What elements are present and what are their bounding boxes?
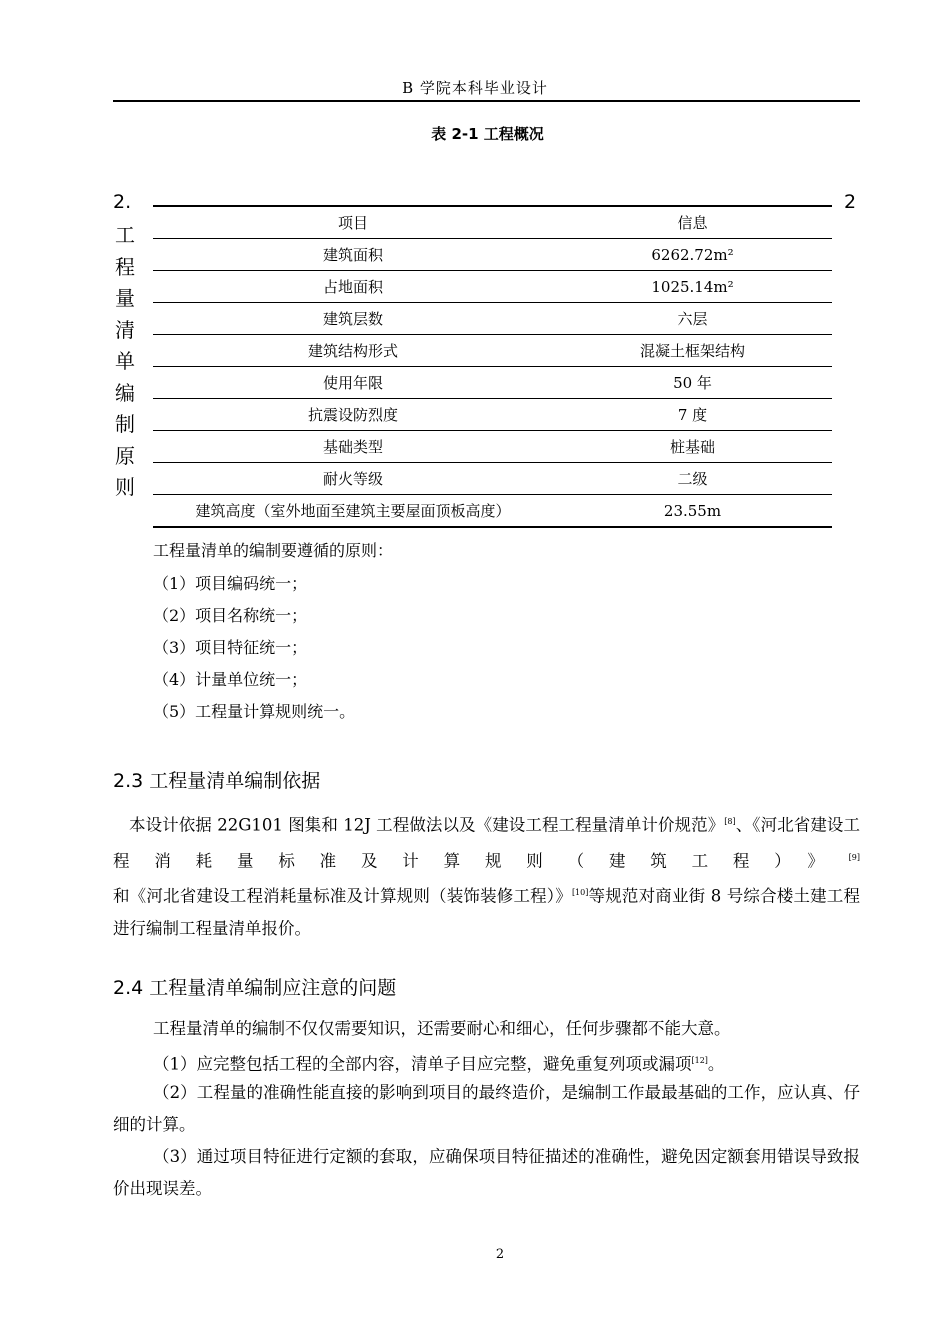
table-cell: 耐火等级 xyxy=(153,463,553,495)
principle-item: （2）项目名称统一； xyxy=(153,606,308,625)
citation-ref: [12] xyxy=(691,1056,708,1065)
principle-item: （3）项目特征统一； xyxy=(153,638,308,657)
table-cell: 建筑结构形式 xyxy=(153,335,553,367)
header-rule xyxy=(113,100,860,102)
vertical-title-char: 原 xyxy=(115,443,135,468)
section-2-3-paragraph: 本设计依据 22G101 图集和 12J 工程做法以及《建设工程工程量清单计价规范》[8]、《河北省建设工程消耗量标准及计算规则（建筑工程）》[9]和《河北省建设工程消耗量标准及计算规则（装饰装修工程）》[10]等规范对商业街 8 号综合楼土建工程进行编制工程量清单报价。 xyxy=(113,815,861,938)
vertical-title-char: 工 xyxy=(115,223,135,247)
vertical-title-char: 制 xyxy=(115,412,135,436)
table-row xyxy=(153,367,832,399)
table-cell: 建筑高度（室外地面至建筑主要屋面顶板高度） xyxy=(153,495,553,528)
section-2-vertical-title xyxy=(113,220,137,504)
table-header-item: 项目 xyxy=(153,206,553,239)
table-cell: 使用年限 xyxy=(153,367,553,399)
table-row xyxy=(153,463,832,495)
table-header-row xyxy=(153,206,832,239)
citation-ref: [10] xyxy=(571,888,589,897)
section-2-right-number: 2 xyxy=(844,191,857,213)
table-cell: 建筑面积 xyxy=(153,239,553,271)
table-row xyxy=(153,399,832,431)
citation-ref: [9] xyxy=(848,852,860,862)
vertical-title-char: 编 xyxy=(115,380,135,405)
table-row xyxy=(153,431,832,463)
table-row xyxy=(153,335,832,367)
section-2-3-heading: 2.3 工程量清单编制依据 xyxy=(113,770,321,792)
vertical-title-char: 量 xyxy=(115,286,135,310)
table-cell: 占地面积 xyxy=(153,271,553,303)
table-cell: 抗震设防烈度 xyxy=(153,399,553,431)
section-2-4-item3: （3）通过项目特征进行定额的套取，应确保项目特征描述的准确性，避免因定额套用错误导致报价出现误差。 xyxy=(113,1147,860,1198)
principle-item: （1）项目编码统一； xyxy=(153,574,308,593)
section-2-4-intro: 工程量清单的编制不仅仅需要知识，还需要耐心和细心，任何步骤都不能大意。 xyxy=(153,1019,731,1038)
vertical-title-char: 单 xyxy=(115,349,135,373)
table-cell: 混凝土框架结构 xyxy=(553,335,832,367)
vertical-title-char: 则 xyxy=(115,475,135,499)
table-row xyxy=(153,271,832,303)
table-row xyxy=(153,495,832,528)
page-number: 2 xyxy=(495,1247,505,1262)
table-row xyxy=(153,303,832,335)
table-cell: 基础类型 xyxy=(153,431,553,463)
table-caption: 表 2-1 工程概况 xyxy=(431,125,544,143)
vertical-title-char: 程 xyxy=(115,254,135,279)
principles-intro: 工程量清单的编制要遵循的原则： xyxy=(153,541,394,560)
vertical-title-char: 清 xyxy=(115,317,135,342)
section-2-4-heading: 2.4 工程量清单编制应注意的问题 xyxy=(113,977,397,999)
principle-item: （4）计量单位统一； xyxy=(153,670,308,689)
table-cell: 23.55m xyxy=(553,495,832,528)
page-header-title: B 学院本科毕业设计 xyxy=(402,79,548,97)
principle-item: （5）工程量计算规则统一。 xyxy=(153,702,356,721)
table-cell: 1025.14m² xyxy=(553,271,832,303)
table-cell: 50 年 xyxy=(553,367,832,399)
table-cell: 7 度 xyxy=(553,399,832,431)
section-2-4-item1: （1）应完整包括工程的全部内容，清单子目应完整，避免重复列项或漏项[12]。 xyxy=(153,1054,725,1074)
table-cell: 二级 xyxy=(553,463,832,495)
table-header-info: 信息 xyxy=(553,206,832,239)
section-2-number: 2. xyxy=(113,191,132,213)
table-cell: 建筑层数 xyxy=(153,303,553,335)
table-row xyxy=(153,239,832,271)
citation-ref: [8] xyxy=(724,817,736,826)
project-overview-table xyxy=(153,205,832,528)
table-cell: 六层 xyxy=(553,303,832,335)
table-cell: 6262.72m² xyxy=(553,239,832,271)
section-2-4-item2: （2）工程量的准确性能直接的影响到项目的最终造价，是编制工作最最基础的工作，应认真、仔细的计算。 xyxy=(113,1083,860,1134)
table-cell: 桩基础 xyxy=(553,431,832,463)
